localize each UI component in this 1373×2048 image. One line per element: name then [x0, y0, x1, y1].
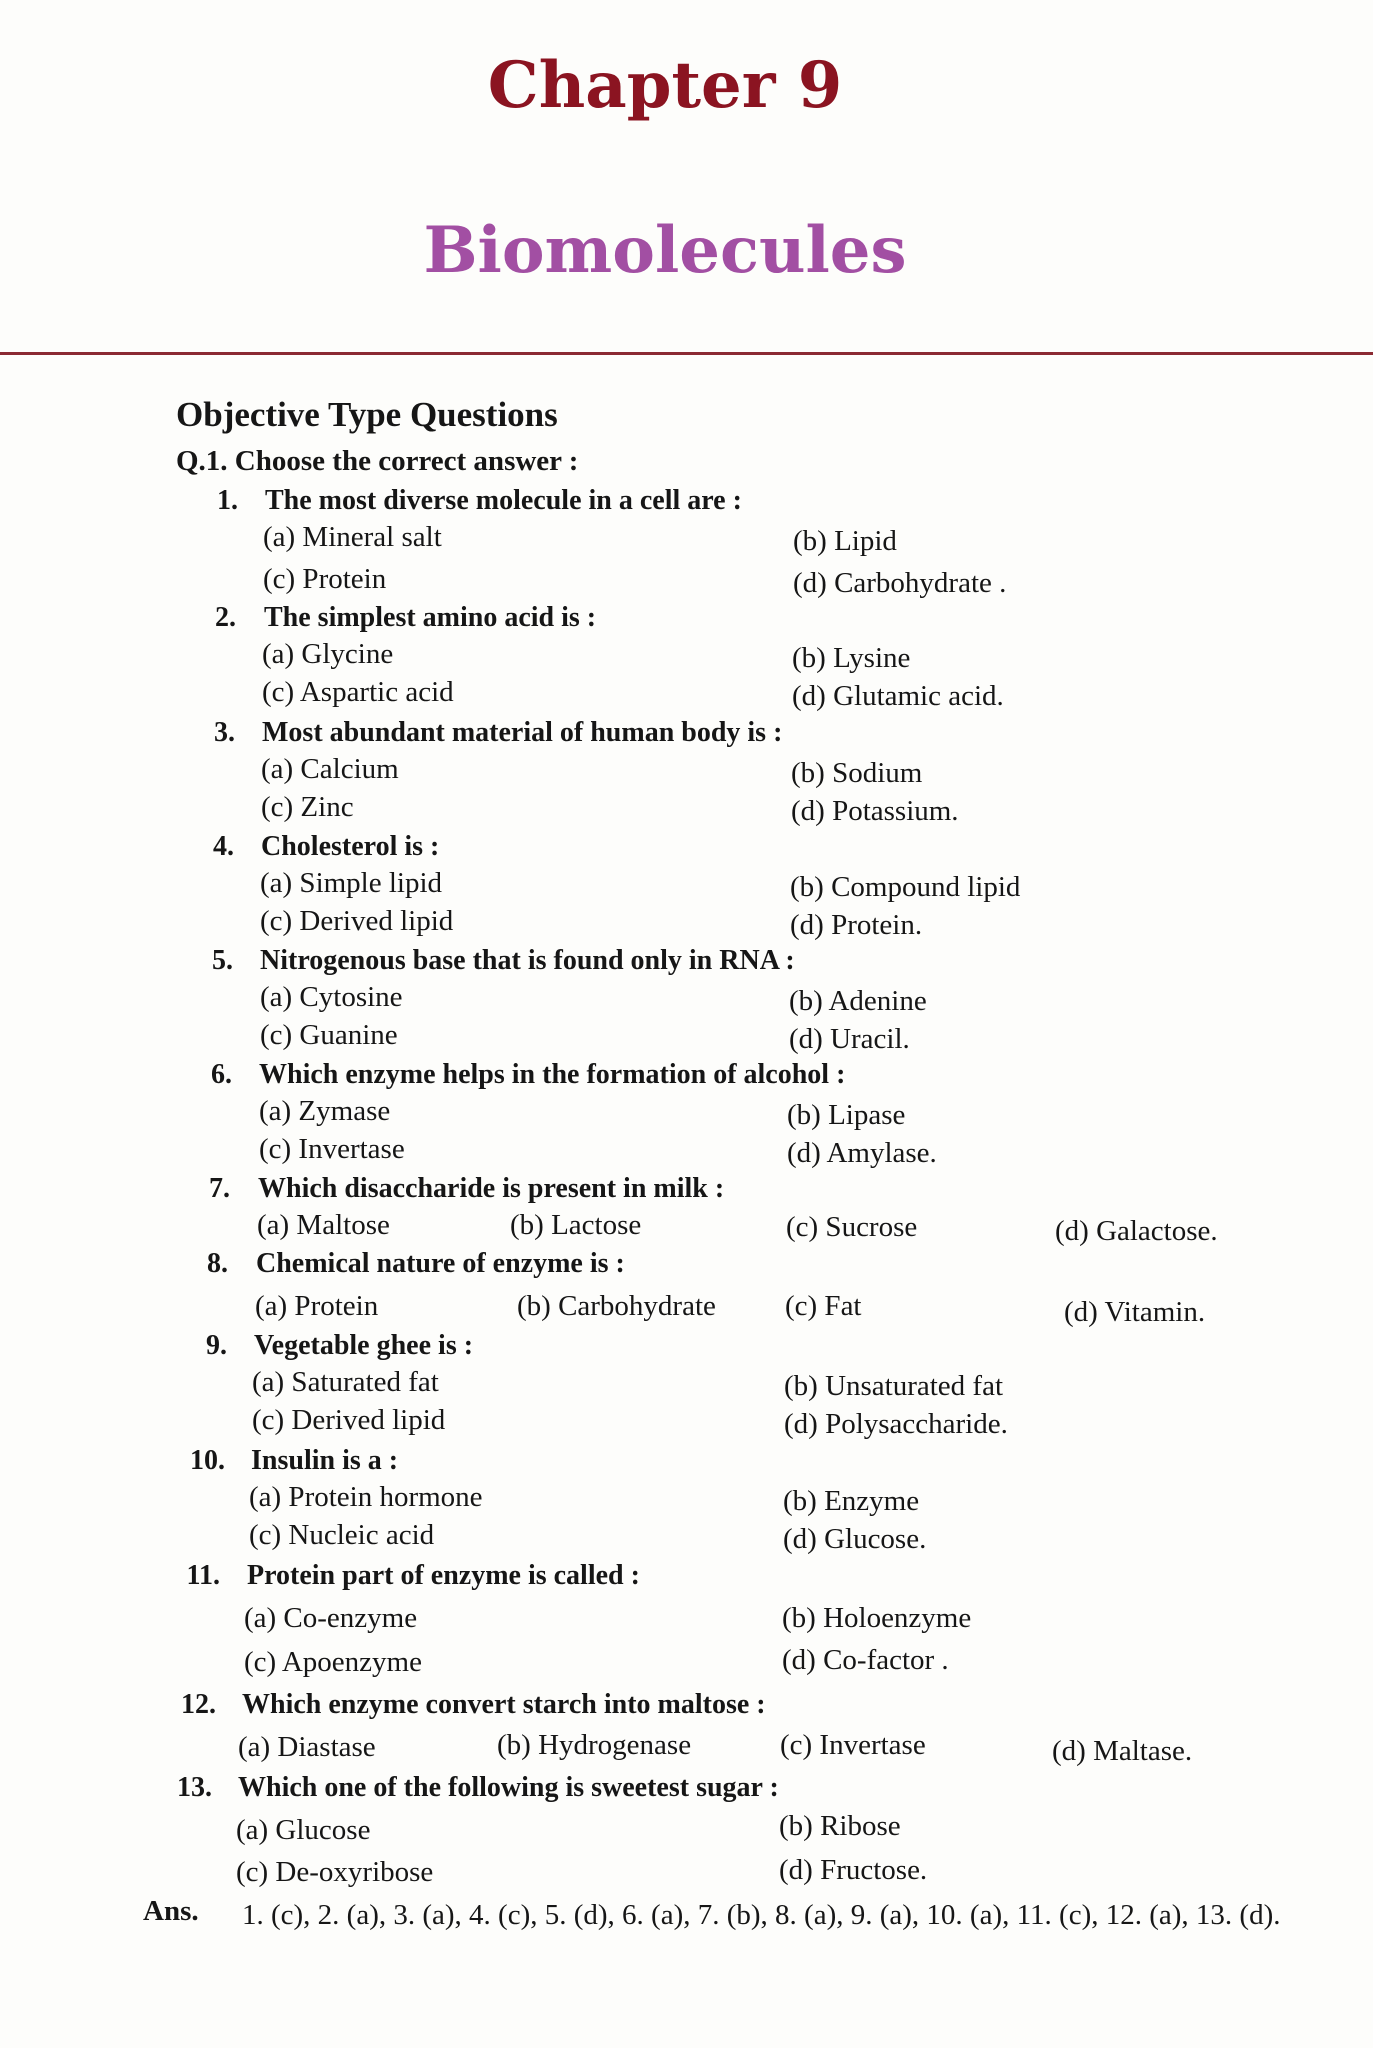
question-number: 11. [186, 1560, 220, 1591]
question-item [0, 1689, 1373, 1767]
option-a: (a) Mineral salt [263, 521, 442, 553]
question-number: 8. [207, 1248, 228, 1279]
option-d: (d) Amylase. [787, 1137, 937, 1169]
option-c: (c) Invertase [259, 1133, 405, 1165]
question-text: Which enzyme convert starch into maltose : [242, 1689, 766, 1720]
option-c: (c) Apoenzyme [244, 1646, 422, 1678]
question-text: Nitrogenous base that is found only in RNA : [260, 945, 795, 976]
question-text: Most abundant material of human body is : [262, 717, 783, 748]
option-b: (b) Adenine [789, 985, 927, 1017]
answers-label: Ans. [143, 1895, 199, 1927]
option-b: (b) Lactose [510, 1209, 642, 1241]
option-b: (b) Lipase [787, 1099, 906, 1131]
question-text: Protein part of enzyme is called : [247, 1560, 640, 1591]
option-a: (a) Simple lipid [260, 867, 443, 899]
option-a: (a) Diastase [238, 1731, 376, 1763]
option-d: (d) Fructose. [779, 1854, 928, 1886]
question-text: Insulin is a : [251, 1445, 399, 1476]
option-a: (a) Co-enzyme [244, 1602, 418, 1634]
topic-title: Biomolecules [423, 213, 907, 288]
question-text: Which enzyme helps in the formation of alcohol : [259, 1059, 846, 1090]
option-b: (b) Lysine [792, 642, 911, 674]
option-d: (d) Glutamic acid. [792, 680, 1004, 712]
question-number: 6. [211, 1059, 232, 1090]
option-a: (a) Saturated fat [252, 1366, 439, 1398]
question-number: 1. [217, 485, 238, 516]
question-item [0, 1059, 1373, 1169]
option-b: (b) Lipid [793, 525, 897, 557]
option-d: (d) Protein. [790, 909, 923, 941]
option-b: (b) Hydrogenase [497, 1729, 692, 1761]
option-a: (a) Protein [255, 1290, 379, 1322]
option-a: (a) Zymase [259, 1095, 391, 1127]
option-c: (c) De-oxyribose [236, 1856, 434, 1888]
option-c: (c) Protein [263, 563, 387, 595]
option-d: (d) Vitamin. [1064, 1296, 1206, 1328]
question-text: Vegetable ghee is : [254, 1330, 474, 1361]
question-number: 4. [213, 831, 234, 862]
question-item [0, 717, 1373, 827]
question-text: Chemical nature of enzyme is : [256, 1248, 625, 1279]
option-c: (c) Derived lipid [252, 1404, 446, 1436]
option-c: (c) Invertase [780, 1729, 926, 1761]
option-a: (a) Cytosine [260, 981, 403, 1013]
question-number: 12. [181, 1689, 216, 1720]
question-item [0, 602, 1373, 712]
option-c: (c) Fat [785, 1290, 862, 1322]
question-text: Cholesterol is : [261, 831, 440, 862]
answers-text: 1. (c), 2. (a), 3. (a), 4. (c), 5. (d), 6. (a), 7. (b), 8. (a), 9. (a), 10. (a), 11. (c), 12. (a), 13. (d). [242, 1899, 1281, 1931]
question-item [0, 1560, 1373, 1678]
option-b: (b) Carbohydrate [517, 1290, 716, 1322]
question-item [0, 1248, 1373, 1328]
option-d: (d) Glucose. [783, 1523, 927, 1555]
question-text: The most diverse molecule in a cell are : [265, 485, 742, 516]
option-b: (b) Sodium [791, 757, 923, 789]
question-item [0, 831, 1373, 941]
option-a: (a) Calcium [261, 753, 399, 785]
question-number: 7. [209, 1173, 230, 1204]
option-d: (d) Potassium. [791, 795, 959, 827]
option-b: (b) Compound lipid [790, 871, 1021, 903]
chapter-title: Chapter 9 [487, 48, 843, 123]
option-a: (a) Glucose [236, 1814, 371, 1846]
option-d: (d) Co-factor . [782, 1644, 949, 1676]
question-number: 5. [212, 945, 233, 976]
option-d: (d) Uracil. [789, 1023, 910, 1055]
question-number: 3. [214, 717, 235, 748]
header-divider [0, 352, 1373, 355]
option-c: (c) Sucrose [786, 1211, 918, 1243]
option-c: (c) Nucleic acid [249, 1519, 435, 1551]
option-c: (c) Aspartic acid [262, 676, 454, 708]
option-c: (c) Guanine [260, 1019, 398, 1051]
section-heading: Objective Type Questions [176, 395, 558, 434]
question-item [0, 1445, 1373, 1555]
question-number: 9. [206, 1330, 227, 1361]
option-d: (d) Polysaccharide. [784, 1408, 1008, 1440]
question-number: 10. [190, 1445, 225, 1476]
question-item [0, 945, 1373, 1055]
option-b: (b) Holoenzyme [782, 1602, 972, 1634]
instruction-text: Q.1. Choose the correct answer : [176, 445, 579, 477]
question-text: Which one of the following is sweetest sugar : [238, 1772, 779, 1803]
option-a: (a) Protein hormone [249, 1481, 483, 1513]
option-a: (a) Glycine [262, 638, 394, 670]
question-item [0, 1330, 1373, 1440]
option-c: (c) Derived lipid [260, 905, 454, 937]
option-b: (b) Unsaturated fat [784, 1370, 1004, 1402]
option-c: (c) Zinc [261, 791, 354, 823]
question-number: 2. [215, 602, 236, 633]
question-item [0, 485, 1373, 599]
option-b: (b) Ribose [779, 1810, 901, 1842]
question-item [0, 1173, 1373, 1247]
option-d: (d) Maltase. [1052, 1735, 1193, 1767]
option-d: (d) Carbohydrate . [793, 567, 1007, 599]
question-item [0, 1772, 1373, 1888]
option-a: (a) Maltose [257, 1209, 390, 1241]
question-text: Which disaccharide is present in milk : [258, 1173, 725, 1204]
question-text: The simplest amino acid is : [264, 602, 597, 633]
option-d: (d) Galactose. [1055, 1215, 1218, 1247]
question-number: 13. [177, 1772, 212, 1803]
option-b: (b) Enzyme [783, 1485, 920, 1517]
